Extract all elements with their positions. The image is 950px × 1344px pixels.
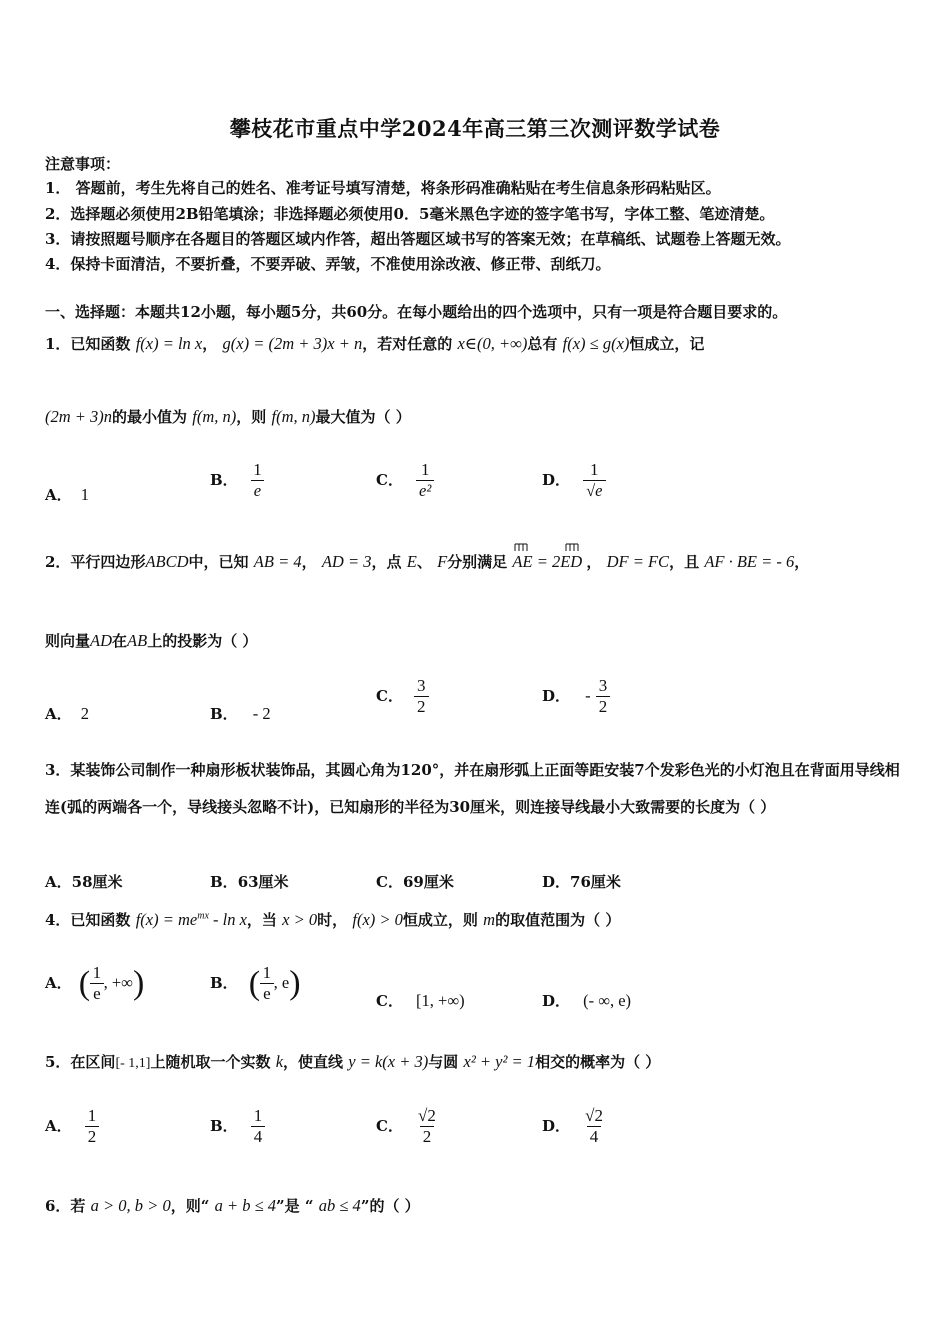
- q6-formula: a > 0, b > 0: [90, 1196, 171, 1215]
- q2-option-c[interactable]: [376, 677, 429, 716]
- option-label: B．: [210, 1117, 238, 1136]
- q2-option-b[interactable]: [210, 703, 271, 724]
- q3-option-a[interactable]: [45, 871, 123, 892]
- q6-text: ”的（ ）: [360, 1197, 420, 1215]
- section-heading: 一、选择题：本题共12小题，每小题5分，共60分。在每小题给出的四个选项中，只有一项是符合题目要求的。: [45, 303, 788, 321]
- q1-f-formula: f(x) = ln x: [135, 334, 203, 353]
- left-paren: (: [78, 964, 91, 1002]
- fraction-numerator: √2: [585, 1106, 603, 1125]
- q2-formula: E: [406, 552, 417, 571]
- option-label: D．: [542, 1117, 571, 1136]
- q2-formula: AF · BE = - 6: [704, 552, 795, 571]
- fraction-denominator: e: [260, 983, 274, 1004]
- q2-text: ，: [586, 553, 602, 571]
- q2-formula: AB = 4: [253, 552, 302, 571]
- q1-text: 恒成立，记: [629, 335, 705, 353]
- q6-text: ”是 “: [276, 1197, 314, 1215]
- q4-formula: f(x) = me: [135, 910, 198, 929]
- q1-text: 总有: [527, 335, 558, 353]
- fraction-numerator: 3: [417, 676, 426, 695]
- option-label: C．: [376, 873, 403, 891]
- option-value: , e: [273, 973, 290, 993]
- q2-text: 上的投影为（ ）: [147, 632, 258, 650]
- q4-option-a[interactable]: [45, 964, 144, 1003]
- q1-text: 1．已知函数: [45, 335, 131, 353]
- q4-text: ，当: [246, 911, 277, 929]
- fraction-numerator: 1: [87, 1106, 97, 1125]
- q1-text: 的最小值为: [112, 408, 188, 426]
- q1-expr-formula: (2m + 3)n: [45, 407, 113, 426]
- fraction-denominator: 4: [251, 1126, 266, 1147]
- fraction-numerator: 1: [420, 460, 430, 479]
- q2-text: 中，已知: [188, 553, 249, 571]
- option-label: C．: [376, 1117, 403, 1136]
- q1-fmn-formula: f(m, n): [271, 407, 316, 426]
- q3-option-d[interactable]: [542, 871, 621, 892]
- q4-text: 的取值范围为（ ）: [495, 911, 621, 929]
- option-value: , +∞: [103, 973, 133, 993]
- q2-text: ，: [301, 553, 317, 571]
- fraction-numerator: 1: [253, 1106, 263, 1125]
- q5-option-b[interactable]: [210, 1107, 265, 1146]
- option-value: - 2: [252, 704, 271, 723]
- q2-text: 2．平行四边形: [45, 553, 146, 571]
- q1-inequality-formula: f(x) ≤ g(x): [562, 334, 630, 353]
- q4-text: 恒成立，则: [402, 911, 478, 929]
- q2-vector-formula: [512, 552, 586, 571]
- option-label: A．: [45, 705, 72, 723]
- notice-item: 4．保持卡面清洁，不要折叠，不要弄破、弄皱，不准使用涂改液、修正带、刮纸刀。: [45, 255, 611, 273]
- option-label: C．: [376, 992, 403, 1010]
- q5-text: ，使直线: [283, 1053, 344, 1071]
- fraction-denominator: 2: [420, 1126, 435, 1147]
- page-title: 攀枝花市重点中学2024年高三第三次测评数学试卷: [229, 116, 721, 141]
- option-value: 1: [80, 485, 89, 504]
- q4-text: 时，: [317, 911, 348, 929]
- fraction-numerator: 1: [253, 460, 262, 479]
- q4-option-c[interactable]: [376, 990, 465, 1011]
- option-label: B．: [210, 705, 238, 723]
- question-5-line: [45, 1051, 660, 1072]
- right-paren: ): [132, 964, 145, 1002]
- q1-text: ，则: [236, 408, 267, 426]
- q4-text: 4．已知函数: [45, 911, 131, 929]
- q5-option-d[interactable]: [542, 1107, 605, 1146]
- q2-formula: AE = 2ED: [512, 552, 583, 571]
- fraction-numerator: 1: [590, 460, 599, 479]
- q6-formula: a + b ≤ 4: [214, 1196, 277, 1215]
- q1-g-formula: g(x) = (2m + 3)x + n: [222, 334, 363, 353]
- q2-formula: AD: [90, 631, 113, 650]
- q4-formula: m: [483, 910, 496, 929]
- fraction-denominator: 2: [85, 1126, 100, 1147]
- q2-formula: AD = 3: [321, 552, 372, 571]
- fraction-numerator: 1: [92, 963, 102, 982]
- notice-item: 3．请按照题号顺序在各题目的答题区域内作答，超出答题区域书写的答案无效；在草稿纸、试题卷上答题无效。: [45, 230, 791, 248]
- right-paren: ): [289, 964, 301, 1002]
- option-label: D．: [542, 873, 571, 891]
- left-paren: (: [248, 964, 261, 1002]
- option-value: 63厘米: [237, 873, 289, 891]
- option-label: C．: [376, 687, 403, 706]
- q3-option-c[interactable]: [376, 871, 454, 892]
- q4-formula: x > 0: [282, 910, 318, 929]
- fraction-denominator: e²: [416, 480, 434, 500]
- question-1-line-1: [45, 333, 704, 354]
- q4-formula: f(x) > 0: [352, 910, 403, 929]
- q6-formula: ab ≤ 4: [318, 1196, 361, 1215]
- option-value: (- ∞, e): [583, 991, 632, 1010]
- option-value: [1, +∞): [416, 991, 465, 1010]
- fraction-denominator: e: [251, 480, 264, 500]
- q2-formula: ABCD: [145, 552, 189, 571]
- q1-option-d[interactable]: [542, 461, 606, 500]
- option-label: D．: [542, 687, 571, 706]
- q1-text: 最大值为（ ）: [315, 408, 411, 426]
- q2-formula: AB: [127, 631, 148, 650]
- option-value: 69厘米: [402, 873, 454, 891]
- q4-option-d[interactable]: [542, 990, 631, 1011]
- q1-text: ，: [202, 335, 218, 353]
- q2-text: ，点: [371, 553, 402, 571]
- option-label: D．: [542, 992, 571, 1010]
- q5-formula: k: [275, 1052, 284, 1071]
- q1-domain-formula: x∈(0, +∞): [457, 334, 528, 353]
- fraction-numerator: 1: [262, 963, 272, 982]
- q2-text: 分别满足: [447, 553, 508, 571]
- question-1-line-2: [45, 406, 411, 427]
- fraction-numerator: 3: [598, 676, 608, 695]
- q4-option-b[interactable]: [210, 964, 301, 1003]
- q5-text: 上随机取一个实数: [150, 1053, 271, 1071]
- q1-option-b[interactable]: [210, 461, 264, 500]
- q2-formula: DF = FC: [606, 552, 670, 571]
- option-label: B．: [210, 974, 238, 993]
- q2-text: ，: [794, 553, 810, 571]
- question-2-line-2: [45, 630, 257, 651]
- q2-text: 在: [112, 632, 128, 650]
- fraction-denominator: e: [90, 983, 104, 1004]
- option-value: 58厘米: [71, 873, 123, 891]
- question-3-text: 3．某装饰公司制作一种扇形板状装饰品，其圆心角为120°，并在扇形弧上正面等距安装7个发彩色光的小灯泡且在背面用导线相连(弧的两端各一个，导线接头忽略不计)，已知扇形的半径为30厘米，则连接导线最小大致需要的长度为（ ）: [45, 761, 900, 816]
- q5-option-a[interactable]: [45, 1107, 99, 1146]
- q1-text: ，若对任意的: [362, 335, 453, 353]
- option-label: A．: [45, 486, 72, 504]
- q2-option-a[interactable]: [45, 703, 89, 724]
- q2-option-d[interactable]: [542, 677, 610, 716]
- fraction-numerator: √2: [418, 1106, 436, 1125]
- option-value: 2: [80, 704, 89, 723]
- q1-option-c[interactable]: [376, 461, 434, 500]
- q6-text: 6．若: [45, 1197, 86, 1215]
- option-label: A．: [45, 974, 72, 993]
- q2-text: 、: [416, 553, 432, 571]
- option-label: D．: [542, 470, 571, 489]
- q2-text: 则向量: [45, 632, 91, 650]
- fraction-denominator: √e: [583, 480, 605, 500]
- option-value: 76厘米: [570, 873, 621, 891]
- option-label: A．: [45, 873, 72, 891]
- notice-heading: 注意事项：: [45, 155, 121, 173]
- question-2-line-1: [45, 551, 809, 572]
- fraction-denominator: 2: [414, 696, 429, 717]
- fraction-denominator: 2: [596, 696, 611, 717]
- option-label: A．: [45, 1117, 72, 1136]
- option-label: B．: [210, 873, 238, 891]
- fraction-denominator: 4: [587, 1126, 602, 1147]
- q5-formula: y = k(x + 3): [348, 1052, 429, 1071]
- notice-item: 2．选择题必须使用2B铅笔填涂；非选择题必须使用0．5毫米黑色字迹的签字笔书写，字体工整、笔迹清楚。: [45, 205, 775, 223]
- vector-arrow-icon: [514, 542, 590, 552]
- q5-formula: [- 1,1]: [115, 1056, 151, 1071]
- q5-text: 5．在区间: [45, 1053, 116, 1071]
- q5-text: 相交的概率为（ ）: [535, 1053, 661, 1071]
- q4-f-formula: [136, 910, 247, 929]
- option-sign: -: [585, 686, 591, 706]
- q2-formula: F: [437, 552, 448, 571]
- q6-text: ，则“: [170, 1197, 210, 1215]
- question-4-line: [45, 909, 620, 930]
- question-6-line: [45, 1195, 420, 1216]
- q3-option-b[interactable]: [210, 871, 289, 892]
- option-label: C．: [376, 470, 403, 489]
- option-label: B．: [210, 470, 238, 489]
- q4-exponent: mx: [197, 910, 209, 922]
- q2-text: ，且: [669, 553, 700, 571]
- q4-formula: - ln x: [208, 910, 247, 929]
- q5-text: 与圆: [428, 1053, 459, 1071]
- notice-item: 1． 答题前，考生先将自己的姓名、准考证号填写清楚，将条形码准确粘贴在考生信息条形码粘贴区。: [45, 179, 721, 197]
- q1-fmn-formula: f(m, n): [192, 407, 237, 426]
- q5-formula: x² + y² = 1: [463, 1052, 536, 1071]
- q5-option-c[interactable]: [376, 1107, 438, 1146]
- q1-option-a[interactable]: [45, 484, 89, 505]
